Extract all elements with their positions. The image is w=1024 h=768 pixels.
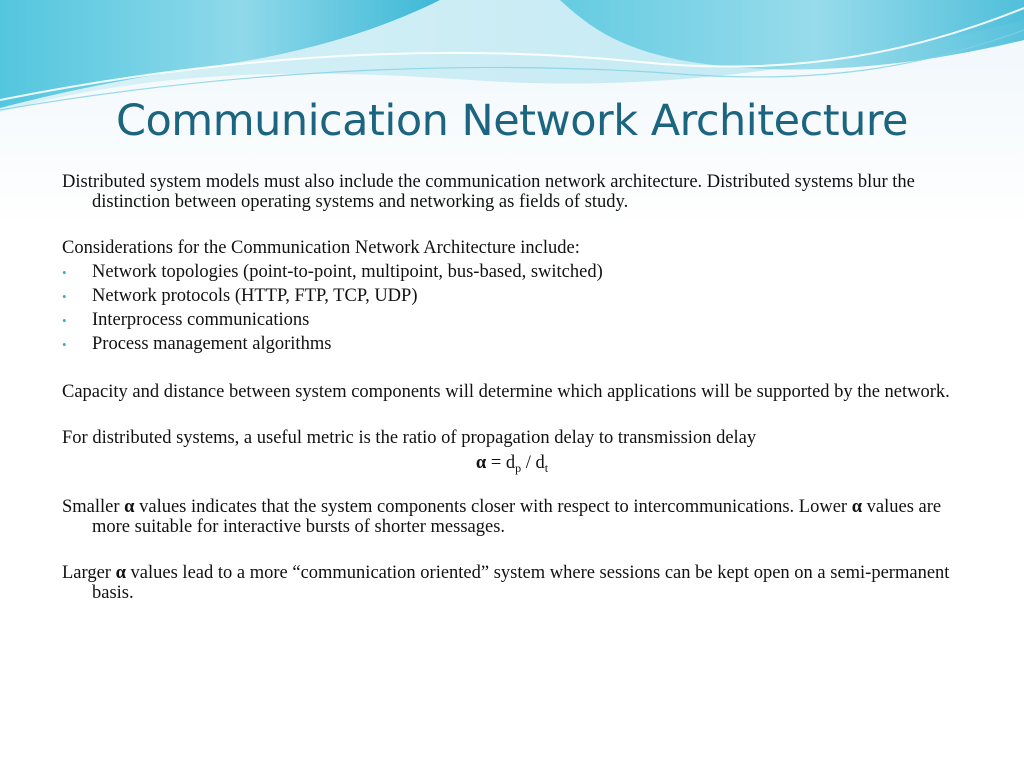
- text-segment: values lead to a more “communication oriented” system where sessions can be kept open on a semi-permanent basis.: [92, 563, 950, 603]
- alpha-symbol: α: [475, 453, 487, 473]
- list-item-text: Interprocess communications: [92, 310, 310, 330]
- bullet-icon: •: [62, 313, 67, 328]
- list-item-text: Network protocols (HTTP, FTP, TCP, UDP): [92, 286, 418, 306]
- paragraph-capacity: Capacity and distance between system components will determine which applications will be supported by the network.: [62, 382, 950, 402]
- formula-sub-t: t: [544, 461, 549, 475]
- formula-slash: / d: [521, 453, 545, 473]
- list-item: [62, 310, 962, 330]
- paragraph-intro: Distributed system models must also include the communication network architecture. Distributed systems blur the distinction between operating systems and networking as fields of study.: [62, 172, 915, 212]
- alpha-symbol: α: [851, 497, 863, 517]
- alpha-symbol: α: [124, 497, 135, 517]
- considerations-list: [62, 262, 962, 354]
- bullet-icon: •: [62, 265, 67, 280]
- slide-body: [62, 172, 962, 603]
- formula-sub-p: p: [515, 461, 522, 475]
- list-item-text: Network topologies (point-to-point, multipoint, bus-based, switched): [92, 262, 603, 282]
- alpha-symbol: α: [115, 563, 126, 583]
- list-item: [62, 262, 962, 282]
- paragraph-metric: For distributed systems, a useful metric is the ratio of propagation delay to transmission delay: [62, 428, 757, 448]
- bullet-icon: •: [62, 337, 67, 352]
- paragraph-larger-alpha: [62, 563, 962, 603]
- list-item: [62, 286, 962, 306]
- slide-title: Communication Network Architecture: [115, 96, 909, 146]
- list-item-text: Process management algorithms: [92, 334, 332, 354]
- formula-eq: = d: [486, 453, 516, 473]
- text-segment: Larger: [62, 563, 116, 583]
- bullet-icon: •: [62, 289, 67, 304]
- list-item: [62, 334, 962, 354]
- text-segment: values are more suitable for interactive bursts of shorter messages.: [92, 497, 942, 537]
- text-segment: values indicates that the system components closer with respect to intercommunications. Lower: [134, 497, 852, 517]
- text-segment: Smaller: [62, 497, 125, 517]
- paragraph-smaller-alpha: [62, 497, 962, 537]
- alpha-formula: [62, 453, 962, 473]
- paragraph-considerations: Considerations for the Communication Network Architecture include:: [62, 238, 580, 258]
